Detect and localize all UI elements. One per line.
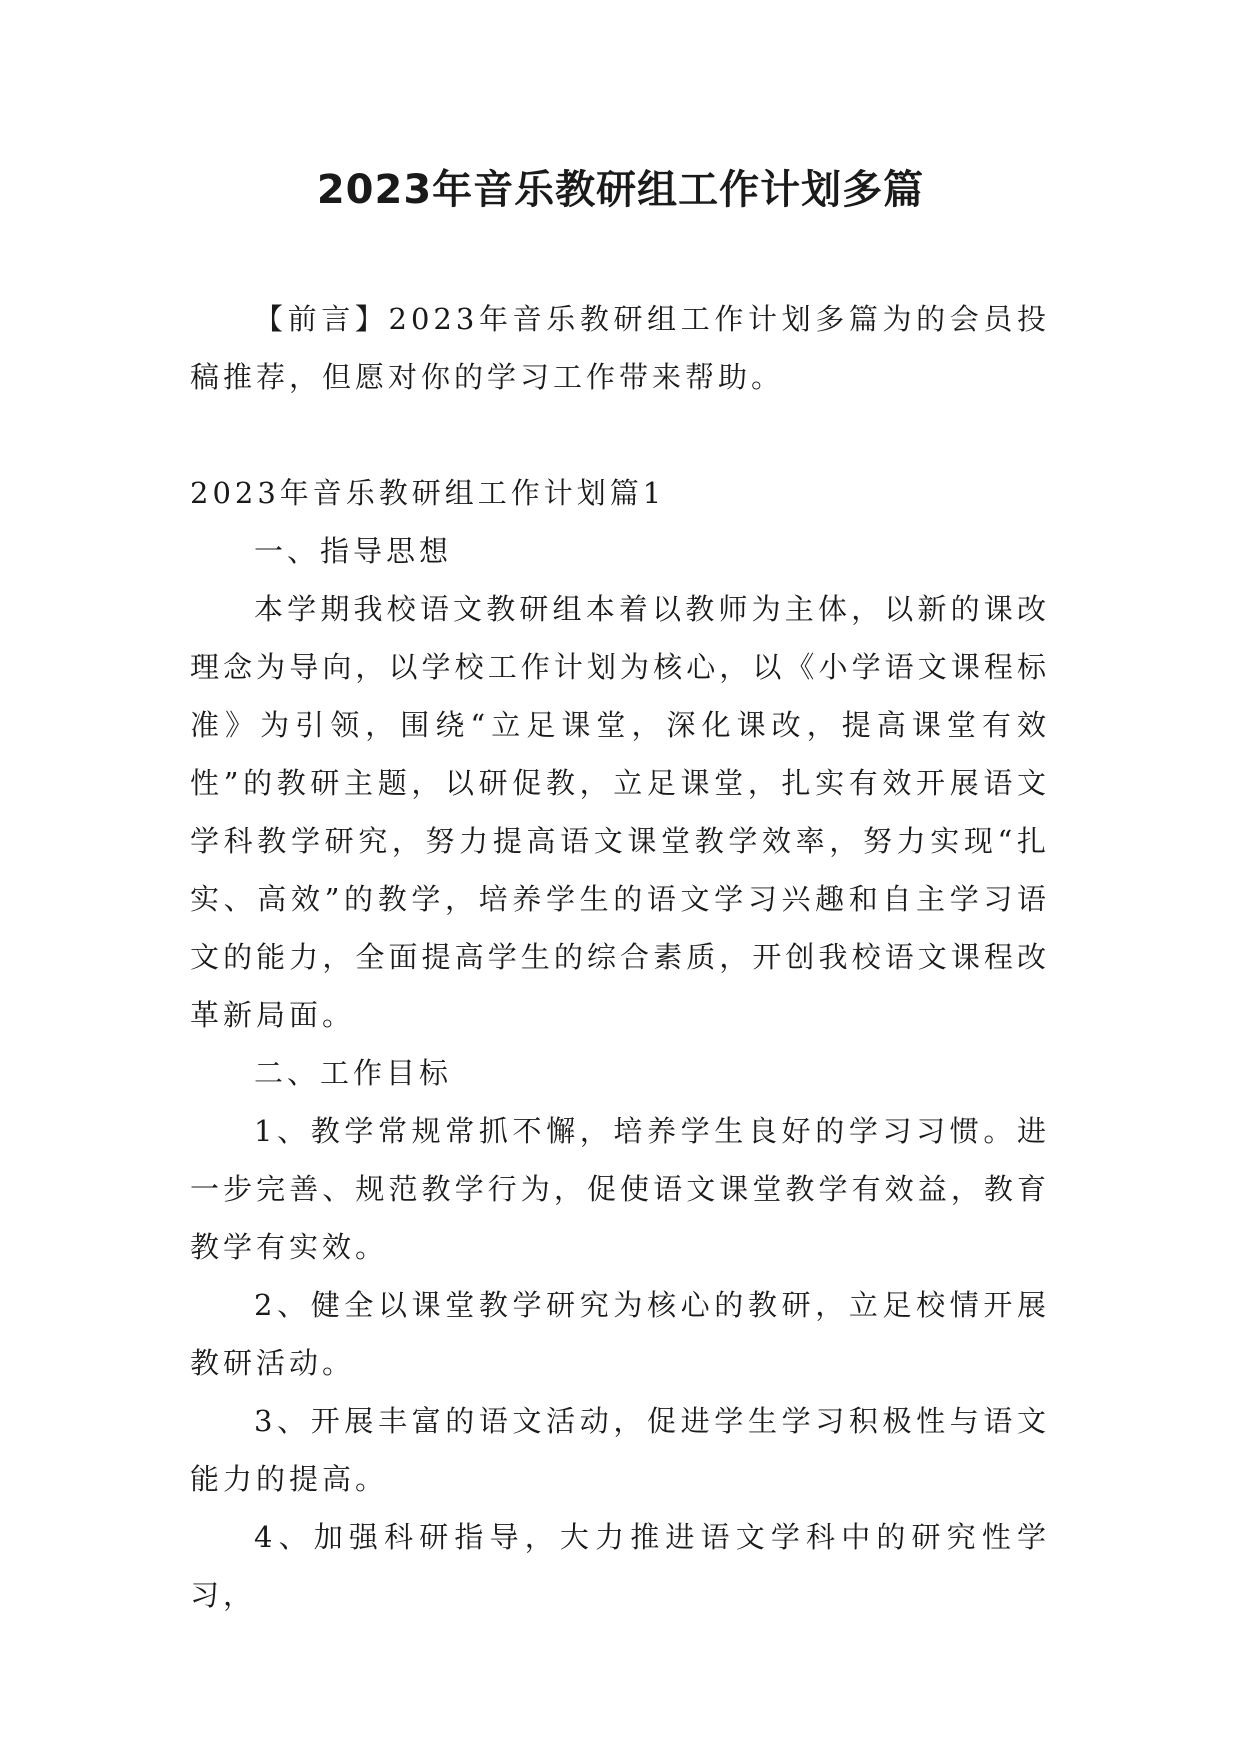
document-title: 2023年音乐教研组工作计划多篇: [316, 167, 925, 213]
goal-item-2: 2、健全以课堂教学研究为核心的教研，立足校情开展教研活动。: [190, 1288, 1050, 1380]
paragraph-guiding-ideology: 本学期我校语文教研组本着以教师为主体，以新的课改理念为导向，以学校工作计划为核心，以《小学语文课程标准》为引领，围绕“立足课堂，深化课改，提高课堂有效性”的教研主题，以研促教，立足课堂，扎实有效开展语文学科教学研究，努力提高语文课堂教学效率，努力实现“扎实、高效”的教学，培养学生的语文学习兴趣和自主学习语文的能力，全面提高学生的综合素质，开创我校语文课程改革新局面。: [190, 592, 1050, 1032]
section-title: 2023年音乐教研组工作计划篇1: [190, 476, 666, 510]
preface-paragraph: 【前言】2023年音乐教研组工作计划多篇为的会员投稿推荐，但愿对你的学习工作带来帮助。: [190, 302, 1050, 394]
preface-section: [190, 290, 1050, 406]
heading-work-goals: 二、工作目标: [254, 1056, 453, 1090]
plan-content: [190, 464, 1050, 1624]
heading-guiding-ideology: 一、指导思想: [254, 534, 453, 568]
goal-item-3: 3、开展丰富的语文活动，促进学生学习积极性与语文能力的提高。: [190, 1404, 1050, 1496]
goal-item-4: 4、加强科研指导，大力推进语文学科中的研究性学习，: [190, 1520, 1050, 1612]
goal-item-1: 1、教学常规常抓不懈，培养学生良好的学习习惯。进一步完善、规范教学行为，促使语文课堂教学有效益，教育教学有实效。: [190, 1114, 1050, 1264]
